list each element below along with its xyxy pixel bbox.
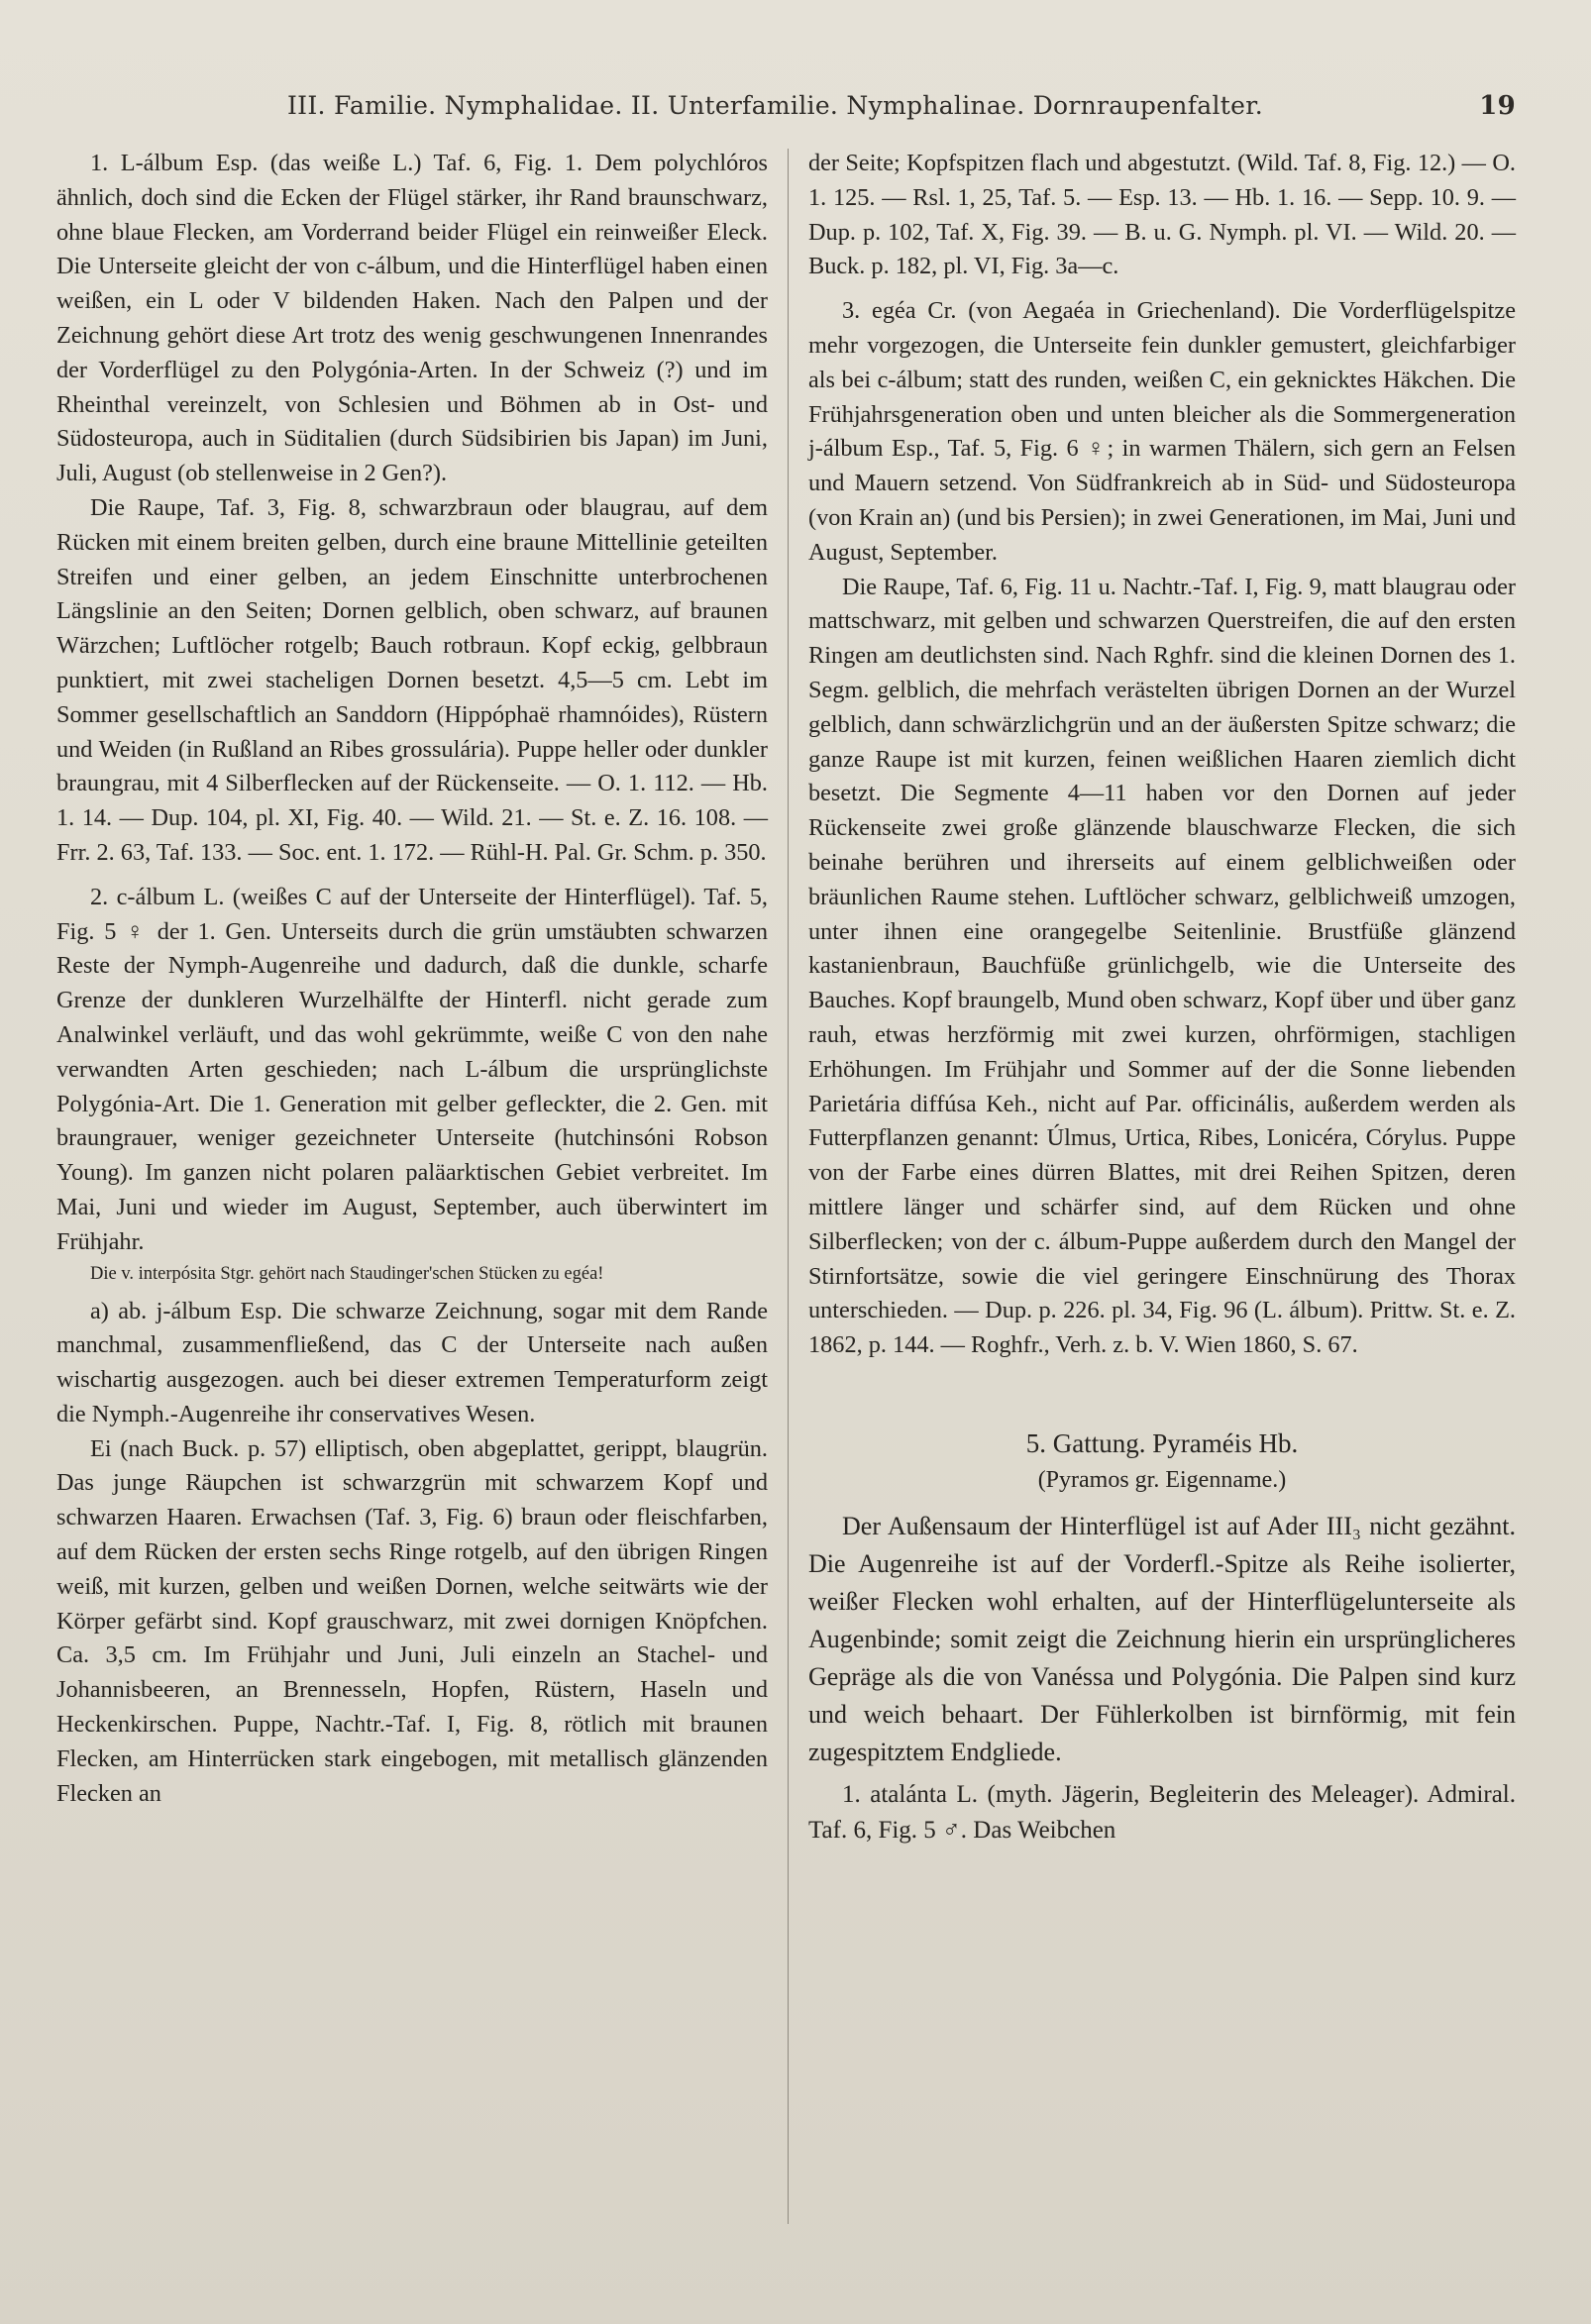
genus-etymology: (Pyramos gr. Eigenname.) xyxy=(1037,1466,1287,1493)
column-divider xyxy=(788,149,789,2224)
entry-c-album: 2. c-álbum L. (weißes C auf der Unterseite der Hinterflügel). Taf. 5, Fig. 5 ♀ der 1. Gen. Unterseits durch die grün umstäubten schwarzen Reste der Nymph-Augenreihe und dadurch, daß die dunkle, scharfe Grenze der dunkleren Wurzelhälfte der Hinterfl. nicht gerade zum Analwinkel verläuft, und das wohl gekrümmte, weiße C von den nahe verwandten Arten geschieden; nach L-álbum die ursprünglichste Polygónia-Art. Die 1. Generation mit gelber gefleckter, die 2. Gen. mit braungrauer, weniger gezeichneter Unterseite (hutchinsóni Robson Young). Im ganzen nicht polaren paläarktischen Gebiet verbreitet. Im Mai, Juni und wieder im August, September, auch überwintert im Frühjahr. xyxy=(56,883,768,1255)
entry-atalanta: 1. atalánta L. (myth. Jägerin, Begleiterin des Meleager). Admiral. Taf. 6, Fig. 5 ♂. Das Weibchen xyxy=(808,1780,1516,1844)
paragraph-egea-raupe: Die Raupe, Taf. 6, Fig. 11 u. Nachtr.-Taf. I, Fig. 9, matt blaugrau oder mattschwarz, mit gelben und schwarzen Querstreifen, die auf den ersten Ringen am deutlichsten sind. Nach Rghfr. sind die kleinen Dornen des 1. Segm. gelblich, die mehrfach verästelten übrigen Dornen an der Wurzel gelblich, dann schwärzlichgrün und an der äußersten Spitze schwarz; die ganze Raupe ist mit kurzen, feinen weißlichen Haaren ziemlich dicht besetzt. Die Segmente 4—11 haben vor den Dornen auf jeder Rückenseite zwei große glänzende blauschwarze Flecken, die sich beinahe berühren und ihrerseits auf einem gelblichweißen oder bräunlichen Raume stehen. Luftlöcher schwarz, gelblichweiß umzogen, unter ihnen eine orangegelbe Seitenlinie. Brustfüße glänzend kastanienbraun, Bauchfüße grünlichgelb, wie die Unterseite des Bauches. Kopf braungelb, Mund oben schwarz, Kopf über und über ganz rauh, etwas herzförmig mit zwei kurzen, ohrförmigen, stachligen Erhöhungen. Im Frühjahr und Sommer auf der die Sonne liebenden Parietária diffúsa Keh., nicht auf Par. officinális, außerdem werden als Futterpflanzen genannt: Úlmus, Urtica, Ribes, Lonicéra, Córylus. Puppe von der Farbe eines dürren Blattes, mit drei Reihen Spitzen, deren mittlere länger und schärfer sind, auf dem Rücken und ohne Silberflecken; von der c. álbum-Puppe außerdem durch den Mangel der Stirnfortsätze, sowie die viel geringere Einschnürung des Thorax unterschieden. — Dup. p. 226. pl. 34, Fig. 96 (L. álbum). Prittw. St. e. Z. 1862, p. 144. — Roghfr., Verh. z. b. V. Wien 1860, S. 67. xyxy=(808,573,1516,1359)
footnote-interposita: Die v. interpósita Stgr. gehört nach Staudinger'schen Stücken zu egéa! xyxy=(90,1263,604,1284)
entry-l-album: 1. L-álbum Esp. (das weiße L.) Taf. 6, Fig. 1. Dem polychlóros ähnlich, doch sind die Ecken der Flügel stärker, ihr Rand braunschwarz, ohne blaue Flecken, am Vorderrand beider Flügel ein reinweißer Eleck. Die Unterseite gleicht der von c-álbum, und die Hinterflügel haben einen weißen, ein L oder V bildenden Haken. Nach den Palpen und der Zeichnung gehört diese Art trotz des wenig geschwungenen Innenrandes der Vorderflügel zu den Polygónia-Arten. In der Schweiz (?) und im Rheinthal vereinzelt, von Schlesien und Böhmen ab in Ost- und Südosteuropa, auch in Süditalien (durch Südsibirien bis Japan) im Juni, Juli, August (ob stellenweise in 2 Gen?). xyxy=(56,150,768,487)
paragraph-c-album-continued: der Seite; Kopfspitzen flach und abgestutzt. (Wild. Taf. 8, Fig. 12.) — O. 1. 125. — Rsl. 1, 25, Taf. 5. — Esp. 13. — Hb. 1. 16. — Sepp. 10. 9. — Dup. p. 102, Taf. X, Fig. 39. — B. u. G. Nymph. pl. VI. — Wild. 20. — Buck. p. 182, pl. VI, Fig. 3a—c. xyxy=(808,150,1516,280)
genus-heading: 5. Gattung. Pyraméis Hb. xyxy=(1025,1427,1299,1458)
page-number: 19 xyxy=(1479,91,1516,121)
left-column xyxy=(56,147,768,1811)
running-head-title: III. Familie. Nymphalidae. II. Unterfamilie. Nymphalinae. Dornraupenfalter. xyxy=(287,91,1263,120)
paragraph-ab-j-album: a) ab. j-álbum Esp. Die schwarze Zeichnung, sogar mit dem Rande manchmal, zusammenfließend, das C der Unterseite nach außen wischartig ausgezogen. auch bei dieser extremen Temperaturform zeigt die Nymph.-Augenreihe ihr conservatives Wesen. xyxy=(56,1297,768,1427)
right-column xyxy=(808,147,1516,1849)
paragraph-l-album-raupe: Die Raupe, Taf. 3, Fig. 8, schwarzbraun oder blaugrau, auf dem Rücken mit einem breiten gelben, durch eine braune Mittellinie geteilten Streifen und einer gelben, an jedem Einschnitte unterbrochenen Längslinie an den Seiten; Dornen gelblich, oben schwarz, auf braunen Wärzchen; Luftlöcher rotgelb; Bauch rotbraun. Kopf eckig, gelbbraun punktiert, mit zwei stacheligen Dornen besetzt. 4,5—5 cm. Lebt im Sommer gesellschaftlich an Sanddorn (Hippóphaë rhamnóides), Rüstern und Weiden (in Rußland an Ribes grossulária). Puppe heller oder dunkler braungrau, mit 4 Silberflecken auf der Rückenseite. — O. 1. 112. — Hb. 1. 14. — Dup. 104, pl. XI, Fig. 40. — Wild. 21. — St. e. Z. 16. 108. — Frr. 2. 63, Taf. 133. — Soc. ent. 1. 172. — Rühl-H. Pal. Gr. Schm. p. 350. xyxy=(56,493,768,866)
paragraph-c-album-ei: Ei (nach Buck. p. 57) elliptisch, oben abgeplattet, gerippt, blaugrün. Das junge Räupchen ist schwarzgrün mit schwarzem Kopf und schwarzen Haaren. Erwachsen (Taf. 3, Fig. 6) braun oder fleischfarben, auf dem Rücken der ersten sechs Ringe rotgelb, auf den übrigen Ringen weiß, mit kurzen, gelben und weißen Dornen, welche seitwärts wie der Körper gefärbt sind. Kopf grauschwarz, mit zwei dornigen Knöpfchen. Ca. 3,5 cm. Im Frühjahr und Juni, Juli einzeln an Stachel- und Johannisbeeren, an Brennesseln, Hopfen, Rüstern, Haseln und Heckenkirschen. Puppe, Nachtr.-Taf. I, Fig. 8, rötlich mit braunen Flecken, am Hinterrücken stark eingebogen, mit metallisch glänzenden Flecken an xyxy=(56,1434,768,1807)
running-head xyxy=(287,91,1516,120)
genus-description: Der Außensaum der Hinterflügel ist auf Ader III₃ nicht gezähnt. Die Augenreihe ist auf der Vorderfl.-Spitze als Reihe isolierter, weißer Flecken wohl erhalten, auf der Hinterflügelunterseite als Augenbinde; somit zeigt die Zeichnung hierin ein ursprünglicheres Gepräge als die von Vanéssa und Polygónia. Die Palpen sind kurz und weich behaart. Der Fühlerkolben ist birnförmig, mit fein zugespitztem Endgliede. xyxy=(808,1511,1516,1766)
entry-egea: 3. egéa Cr. (von Aegaéa in Griechenland). Die Vorderflügelspitze mehr vorgezogen, die Unterseite fein dunkler gemustert, gleichfarbiger als bei c-álbum; statt des runden, weißen C, ein geknicktes Häkchen. Die Frühjahrsgeneration oben und unten bleicher als die Sommergeneration j-álbum Esp., Taf. 5, Fig. 6 ♀; in warmen Thälern, sich gern an Felsen und Mauern setzend. Von Südfrankreich ab in Süd- und Südosteuropa (von Krain an) (und bis Persien); in zwei Generationen, im Mai, Juni und August, September. xyxy=(808,297,1516,566)
